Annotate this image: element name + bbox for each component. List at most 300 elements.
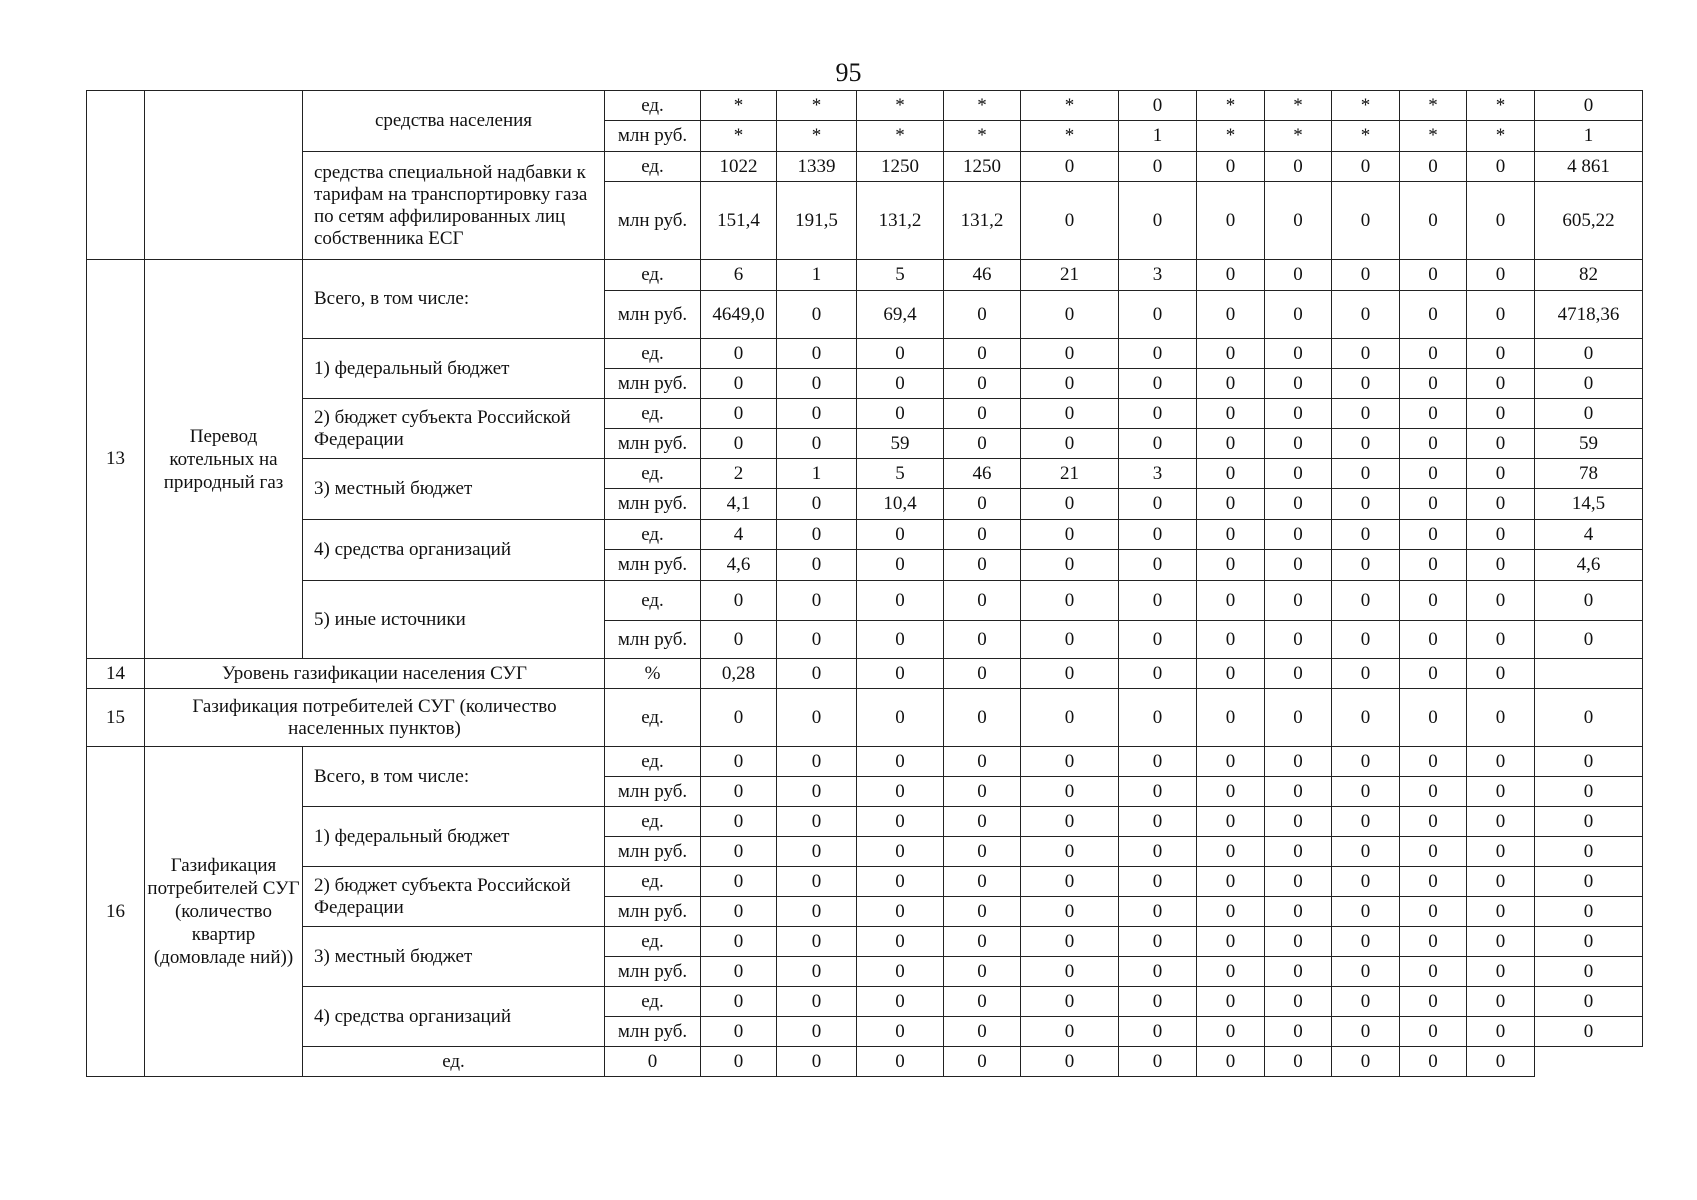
table-row (87, 867, 1643, 897)
value-cell: 0 (1400, 429, 1467, 459)
total-cell: 605,22 (1535, 182, 1643, 260)
total-cell: 4718,36 (1535, 291, 1643, 339)
value-cell: 0 (701, 807, 777, 837)
value-cell: 0 (944, 807, 1021, 837)
value-cell: 0 (777, 807, 857, 837)
total-cell: 0 (1535, 897, 1643, 927)
value-cell: 0 (1197, 689, 1265, 747)
value-cell: 0 (1119, 291, 1197, 339)
total-cell: 0 (1535, 339, 1643, 369)
value-cell: 0 (1467, 621, 1535, 659)
value-cell: 1339 (777, 152, 857, 182)
unit-cell: ед. (605, 689, 701, 747)
value-cell: 0 (1332, 260, 1400, 291)
value-cell: 0 (944, 777, 1021, 807)
value-cell: 0 (1332, 807, 1400, 837)
total-cell: 0 (1535, 621, 1643, 659)
page-number: 95 (835, 58, 862, 87)
value-cell: 0 (1197, 260, 1265, 291)
value-cell: 0 (1119, 897, 1197, 927)
section-number: 13 (87, 260, 145, 659)
value-cell: 0 (1400, 369, 1467, 399)
value-cell: 0 (944, 1017, 1021, 1047)
unit-cell: млн руб. (605, 369, 701, 399)
value-cell: 0 (1265, 489, 1332, 520)
value-cell: 131,2 (944, 182, 1021, 260)
value-cell: 0 (1265, 339, 1332, 369)
funding-source: средства населения (303, 91, 605, 152)
unit-cell: млн руб. (605, 1017, 701, 1047)
value-cell: 0 (1197, 957, 1265, 987)
funding-source: 4) средства организаций (303, 987, 605, 1047)
value-cell: 0 (857, 927, 944, 957)
table-row (87, 659, 1643, 689)
value-cell: 1022 (701, 152, 777, 182)
table-row (87, 987, 1643, 1017)
value-cell: * (777, 91, 857, 121)
value-cell: 0 (777, 399, 857, 429)
funding-source: 2) бюджет субъекта Российской Федерации (303, 867, 605, 927)
table-row (87, 927, 1643, 957)
value-cell: 0 (857, 837, 944, 867)
unit-cell: ед. (605, 927, 701, 957)
total-cell: 0 (1535, 867, 1643, 897)
funding-source: 4) средства организаций (303, 520, 605, 581)
value-cell: 0 (701, 837, 777, 867)
value-cell: 0 (1467, 152, 1535, 182)
value-cell: 0 (701, 339, 777, 369)
value-cell: 0 (1021, 520, 1119, 550)
value-cell: 0 (1467, 489, 1535, 520)
value-cell: 0 (857, 621, 944, 659)
value-cell: 0 (701, 689, 777, 747)
value-cell: 0 (605, 1047, 701, 1077)
indicator-group: Перевод котельных на природный газ (145, 260, 303, 659)
value-cell: 0 (1332, 1047, 1400, 1077)
value-cell: 0 (1332, 659, 1400, 689)
value-cell: 0 (1265, 837, 1332, 867)
value-cell: 0 (944, 867, 1021, 897)
unit-cell: ед. (605, 91, 701, 121)
value-cell: 0 (1197, 429, 1265, 459)
value-cell: 0 (1400, 182, 1467, 260)
value-cell: 0 (857, 807, 944, 837)
value-cell: 0 (1332, 689, 1400, 747)
value-cell: 0 (944, 581, 1021, 621)
value-cell: 0 (1265, 260, 1332, 291)
value-cell: 0 (1400, 837, 1467, 867)
value-cell: * (701, 121, 777, 152)
value-cell: 0 (1021, 777, 1119, 807)
unit-cell: ед. (303, 1047, 605, 1077)
value-cell: 0 (1021, 621, 1119, 659)
table-row (87, 747, 1643, 777)
value-cell: 4,6 (701, 550, 777, 581)
value-cell: 0 (701, 777, 777, 807)
value-cell: 0 (1332, 182, 1400, 260)
total-cell: 0 (1535, 1017, 1643, 1047)
value-cell: 0 (857, 659, 944, 689)
unit-cell: млн руб. (605, 489, 701, 520)
value-cell: 0 (1197, 550, 1265, 581)
value-cell: 0 (857, 581, 944, 621)
value-cell: 0 (1265, 777, 1332, 807)
value-cell: 0 (1119, 807, 1197, 837)
value-cell: 0 (1265, 152, 1332, 182)
value-cell: 0 (1332, 957, 1400, 987)
total-cell: 82 (1535, 260, 1643, 291)
value-cell: 0 (1119, 182, 1197, 260)
value-cell: 0 (857, 550, 944, 581)
value-cell: 0 (701, 399, 777, 429)
value-cell: 0 (701, 581, 777, 621)
value-cell: 0,28 (701, 659, 777, 689)
table-row (87, 91, 1643, 121)
value-cell: * (1265, 121, 1332, 152)
value-cell: 0 (1197, 927, 1265, 957)
value-cell: 0 (1021, 550, 1119, 581)
value-cell: 0 (1119, 837, 1197, 867)
value-cell: 0 (857, 897, 944, 927)
value-cell: 0 (1467, 659, 1535, 689)
value-cell: 0 (944, 897, 1021, 927)
value-cell: * (944, 121, 1021, 152)
value-cell: 0 (1021, 659, 1119, 689)
value-cell: 0 (1119, 1017, 1197, 1047)
value-cell: 0 (1467, 807, 1535, 837)
value-cell: * (1332, 121, 1400, 152)
data-table (86, 90, 1643, 1077)
value-cell: 0 (1119, 927, 1197, 957)
value-cell: 0 (857, 520, 944, 550)
value-cell: 0 (1021, 152, 1119, 182)
funding-source: 1) федеральный бюджет (303, 807, 605, 867)
value-cell: 0 (1332, 489, 1400, 520)
funding-source: Всего, в том числе: (303, 260, 605, 339)
unit-cell: ед. (605, 339, 701, 369)
value-cell: 0 (857, 1017, 944, 1047)
value-cell: 0 (1265, 399, 1332, 429)
value-cell: 0 (857, 399, 944, 429)
value-cell: 0 (1197, 897, 1265, 927)
total-cell: 0 (1535, 399, 1643, 429)
value-cell: 0 (1119, 1047, 1197, 1077)
value-cell: 0 (1119, 621, 1197, 659)
value-cell: 0 (1332, 339, 1400, 369)
total-cell: 59 (1535, 429, 1643, 459)
value-cell: 0 (777, 291, 857, 339)
value-cell: 0 (857, 747, 944, 777)
value-cell: 0 (1021, 837, 1119, 867)
value-cell: 10,4 (857, 489, 944, 520)
value-cell: 21 (1021, 260, 1119, 291)
unit-cell: млн руб. (605, 291, 701, 339)
value-cell: 0 (1021, 987, 1119, 1017)
value-cell: 0 (1265, 747, 1332, 777)
value-cell: 0 (777, 689, 857, 747)
value-cell: 0 (1467, 459, 1535, 489)
value-cell: 0 (1197, 520, 1265, 550)
section-number: 16 (87, 747, 145, 1077)
table-row (87, 152, 1643, 182)
value-cell: 0 (1400, 260, 1467, 291)
section-number: 14 (87, 659, 145, 689)
value-cell: 0 (1265, 867, 1332, 897)
total-cell (1535, 659, 1643, 689)
value-cell: 191,5 (777, 182, 857, 260)
value-cell: 69,4 (857, 291, 944, 339)
section-number (87, 91, 145, 260)
value-cell: 0 (1400, 520, 1467, 550)
unit-cell: ед. (605, 581, 701, 621)
value-cell: 0 (1467, 987, 1535, 1017)
value-cell: 0 (1021, 429, 1119, 459)
value-cell: 0 (1332, 987, 1400, 1017)
value-cell: 0 (1467, 520, 1535, 550)
value-cell: 0 (1197, 152, 1265, 182)
total-cell: 0 (1535, 777, 1643, 807)
value-cell: 0 (1021, 867, 1119, 897)
value-cell: 3 (1119, 459, 1197, 489)
value-cell: 46 (944, 459, 1021, 489)
value-cell: 0 (1021, 581, 1119, 621)
value-cell: 4,1 (701, 489, 777, 520)
table-row (87, 260, 1643, 291)
total-cell: 0 (1467, 1047, 1535, 1077)
value-cell: 0 (944, 689, 1021, 747)
value-cell: 0 (701, 429, 777, 459)
value-cell: 0 (1400, 1017, 1467, 1047)
value-cell: 0 (1265, 550, 1332, 581)
value-cell: 0 (777, 581, 857, 621)
value-cell: 0 (1197, 459, 1265, 489)
value-cell: 0 (857, 369, 944, 399)
total-cell: 0 (1535, 987, 1643, 1017)
value-cell: 0 (1332, 777, 1400, 807)
value-cell: 1 (777, 459, 857, 489)
value-cell: 0 (1265, 957, 1332, 987)
funding-source: 2) бюджет субъекта Российской Федерации (303, 399, 605, 459)
value-cell: 0 (1021, 291, 1119, 339)
total-cell: 0 (1535, 689, 1643, 747)
value-cell: 0 (1400, 291, 1467, 339)
unit-cell: ед. (605, 459, 701, 489)
value-cell: 0 (1332, 459, 1400, 489)
value-cell: 0 (1265, 1047, 1332, 1077)
value-cell: 0 (701, 987, 777, 1017)
value-cell: * (1332, 91, 1400, 121)
value-cell: 0 (1332, 152, 1400, 182)
table-row (87, 459, 1643, 489)
indicator-group (145, 91, 303, 260)
value-cell: 0 (777, 429, 857, 459)
value-cell: 0 (944, 399, 1021, 429)
value-cell: 0 (701, 747, 777, 777)
value-cell: 0 (944, 659, 1021, 689)
value-cell: 0 (701, 1017, 777, 1047)
section-number: 15 (87, 689, 145, 747)
value-cell: 0 (777, 867, 857, 897)
value-cell: 0 (1467, 897, 1535, 927)
value-cell: 0 (1119, 659, 1197, 689)
value-cell: 0 (1265, 659, 1332, 689)
value-cell: 0 (1400, 747, 1467, 777)
funding-source: 1) федеральный бюджет (303, 339, 605, 399)
value-cell: 0 (1021, 689, 1119, 747)
value-cell: 0 (1467, 260, 1535, 291)
value-cell: 0 (1467, 689, 1535, 747)
value-cell: 5 (857, 260, 944, 291)
value-cell: 131,2 (857, 182, 944, 260)
value-cell: * (1467, 91, 1535, 121)
value-cell: * (857, 121, 944, 152)
value-cell: 0 (1265, 182, 1332, 260)
funding-source: средства специальной надбавки к тарифам на транспортировку газа по сетям аффилированных лиц собственника ЕСГ (303, 152, 605, 260)
value-cell: 0 (1119, 747, 1197, 777)
value-cell: 0 (1400, 550, 1467, 581)
value-cell: 0 (1119, 520, 1197, 550)
value-cell: 0 (1332, 897, 1400, 927)
value-cell: 0 (1197, 581, 1265, 621)
value-cell: 0 (1400, 1047, 1467, 1077)
value-cell: 0 (1119, 91, 1197, 121)
value-cell: 4649,0 (701, 291, 777, 339)
value-cell: 0 (1265, 1017, 1332, 1047)
total-cell: 0 (1535, 927, 1643, 957)
value-cell: 0 (1021, 957, 1119, 987)
value-cell: 0 (944, 291, 1021, 339)
value-cell: 1250 (944, 152, 1021, 182)
value-cell: 0 (1119, 550, 1197, 581)
value-cell: 0 (1197, 291, 1265, 339)
table-row (87, 520, 1643, 550)
value-cell: 0 (1400, 399, 1467, 429)
funding-source: 5) иные источники (303, 581, 605, 659)
indicator-title: Газификация потребителей СУГ (количество населенных пунктов) (145, 689, 605, 747)
total-cell: 0 (1535, 807, 1643, 837)
value-cell: 0 (701, 1047, 777, 1077)
value-cell: 0 (1400, 867, 1467, 897)
value-cell: 0 (777, 1017, 857, 1047)
value-cell: 0 (777, 550, 857, 581)
value-cell: 0 (1400, 581, 1467, 621)
value-cell: * (1021, 121, 1119, 152)
value-cell: 0 (1021, 927, 1119, 957)
value-cell: 0 (701, 897, 777, 927)
value-cell: 0 (1467, 429, 1535, 459)
value-cell: * (944, 91, 1021, 121)
value-cell: 0 (1197, 369, 1265, 399)
value-cell: 0 (1021, 807, 1119, 837)
value-cell: 0 (1265, 581, 1332, 621)
value-cell: 0 (1197, 987, 1265, 1017)
value-cell: 0 (1021, 399, 1119, 429)
value-cell: 0 (1265, 520, 1332, 550)
value-cell: 5 (857, 459, 944, 489)
value-cell: 0 (1021, 182, 1119, 260)
value-cell: 0 (1119, 867, 1197, 897)
value-cell: 0 (1467, 550, 1535, 581)
value-cell: 0 (1119, 581, 1197, 621)
value-cell: 0 (777, 339, 857, 369)
value-cell: 0 (1332, 581, 1400, 621)
value-cell: 0 (1400, 777, 1467, 807)
funding-source: Всего, в том числе: (303, 747, 605, 807)
value-cell: 0 (944, 747, 1021, 777)
value-cell: 0 (857, 987, 944, 1017)
value-cell: 0 (701, 867, 777, 897)
value-cell: 0 (1400, 897, 1467, 927)
unit-cell: ед. (605, 807, 701, 837)
value-cell: 0 (1332, 291, 1400, 339)
value-cell: 0 (1197, 837, 1265, 867)
value-cell: 0 (944, 957, 1021, 987)
value-cell: 0 (1467, 581, 1535, 621)
value-cell: 0 (1467, 777, 1535, 807)
value-cell: 0 (1197, 1047, 1265, 1077)
value-cell: 0 (1265, 807, 1332, 837)
value-cell: 0 (1021, 1047, 1119, 1077)
total-cell: 1 (1535, 121, 1643, 152)
total-cell: 0 (1535, 957, 1643, 987)
value-cell: 0 (1467, 291, 1535, 339)
value-cell: 0 (1021, 1017, 1119, 1047)
value-cell: 0 (1332, 369, 1400, 399)
value-cell: 0 (944, 429, 1021, 459)
value-cell: * (1021, 91, 1119, 121)
value-cell: 0 (1400, 659, 1467, 689)
value-cell: 0 (1332, 520, 1400, 550)
value-cell: 0 (944, 369, 1021, 399)
value-cell: 1 (777, 260, 857, 291)
value-cell: 1250 (857, 152, 944, 182)
value-cell: 0 (701, 621, 777, 659)
value-cell: 0 (1197, 747, 1265, 777)
value-cell: 0 (701, 369, 777, 399)
value-cell: 0 (1467, 927, 1535, 957)
value-cell: 0 (1400, 807, 1467, 837)
value-cell: 0 (1400, 621, 1467, 659)
value-cell: 0 (777, 927, 857, 957)
value-cell: 6 (701, 260, 777, 291)
value-cell: * (1400, 121, 1467, 152)
value-cell: 3 (1119, 260, 1197, 291)
value-cell: 0 (1021, 369, 1119, 399)
value-cell: 0 (1119, 689, 1197, 747)
value-cell: 0 (777, 957, 857, 987)
value-cell: 0 (1467, 747, 1535, 777)
value-cell: 0 (1467, 339, 1535, 369)
value-cell: 0 (1119, 957, 1197, 987)
value-cell: 0 (1265, 689, 1332, 747)
value-cell: 0 (944, 520, 1021, 550)
total-cell: 0 (1535, 747, 1643, 777)
value-cell: * (1400, 91, 1467, 121)
value-cell: 0 (944, 489, 1021, 520)
total-cell: 4 (1535, 520, 1643, 550)
table-row (87, 807, 1643, 837)
table-row (87, 689, 1643, 747)
value-cell: 0 (1332, 429, 1400, 459)
value-cell: 0 (777, 621, 857, 659)
value-cell: 0 (1197, 807, 1265, 837)
total-cell: 14,5 (1535, 489, 1643, 520)
value-cell: 0 (944, 927, 1021, 957)
value-cell: 0 (1265, 429, 1332, 459)
funding-source: 3) местный бюджет (303, 927, 605, 987)
value-cell: 0 (777, 659, 857, 689)
value-cell: 0 (1119, 987, 1197, 1017)
